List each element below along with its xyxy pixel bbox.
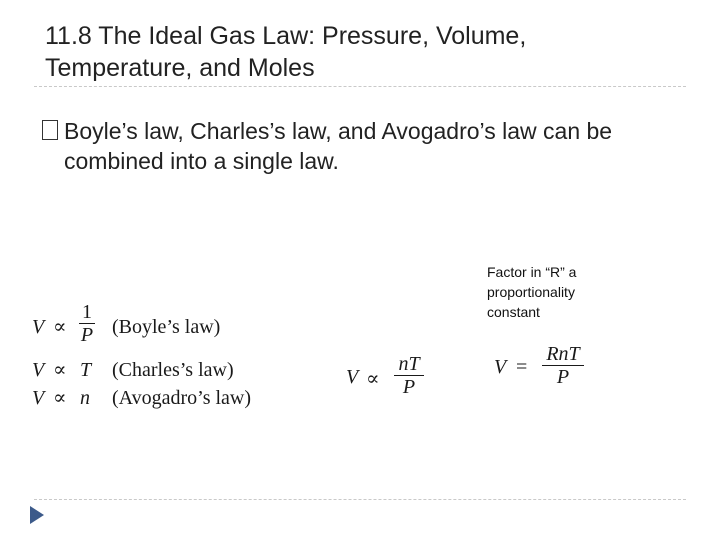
gas-laws-list (32, 301, 292, 418)
bullet-item (42, 116, 692, 176)
law-lhs: V (32, 387, 45, 409)
law-fraction (79, 302, 95, 345)
proportionality-note (487, 262, 637, 322)
law-lhs: V (32, 359, 45, 381)
fraction-denominator: P (80, 324, 94, 346)
law-name: (Charles’s law) (112, 359, 234, 381)
fraction-numerator: RnT (546, 343, 580, 365)
triangle-right-icon[interactable] (30, 506, 44, 524)
note-line-1: Factor in “R” a (487, 264, 577, 280)
fraction-denominator: P (556, 366, 570, 388)
fraction-numerator: 1 (82, 301, 92, 323)
proportional-symbol: ∝ (53, 359, 67, 381)
proportional-symbol: ∝ (53, 316, 67, 338)
law-rhs: T (80, 359, 92, 381)
ideal-gas-equation (494, 342, 604, 394)
law-name: (Boyle’s law) (112, 316, 221, 338)
footer-divider (34, 499, 686, 500)
fraction-numerator: nT (398, 353, 420, 375)
combined-law (346, 354, 436, 404)
hollow-square-icon (42, 120, 58, 140)
title-divider (34, 86, 686, 87)
equals-symbol: = (516, 356, 528, 378)
law-rhs: n (80, 387, 90, 409)
proportional-symbol: ∝ (53, 387, 67, 409)
title-line-1: 11.8 The Ideal Gas Law: Pressure, Volume, (45, 22, 527, 50)
bullet-text (64, 116, 692, 176)
law-lhs: V (32, 316, 45, 338)
note-line-3: constant (487, 304, 540, 320)
combined-fraction (394, 354, 424, 397)
fraction-denominator: P (402, 376, 416, 398)
proportional-symbol: ∝ (366, 368, 380, 390)
law-name: (Avogadro’s law) (112, 387, 252, 409)
bullet-line-1: Boyle’s law, Charles’s law, and Avogadro’s law can be (64, 118, 613, 144)
ideal-fraction (542, 344, 584, 387)
bullet-line-2: combined into a single law. (64, 148, 339, 174)
combined-lhs: V (346, 366, 359, 388)
title-line-2: Temperature, and Moles (45, 54, 315, 82)
ideal-lhs: V (494, 356, 507, 378)
page-title (45, 20, 685, 84)
note-line-2: proportionality (487, 284, 575, 300)
